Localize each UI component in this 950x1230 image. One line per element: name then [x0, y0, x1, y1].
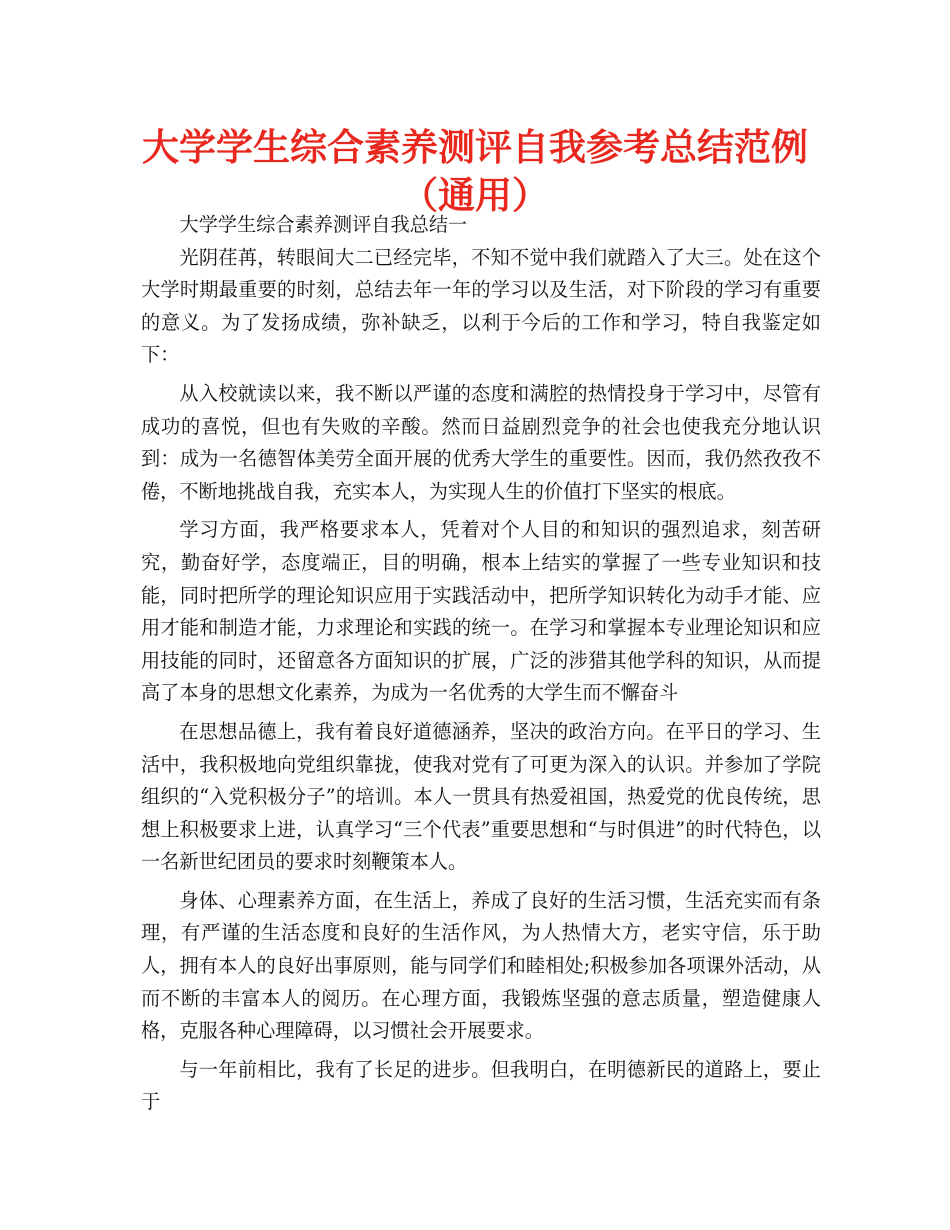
paragraph-4: 在思想品德上，我有着良好道德涵养，坚决的政治方向。在平日的学习、生活中，我积极地向党组织靠拢，使我对党有了可更为深入的认识。并参加了学院组织的“入党积极分子”的培训。本人一贯具有热爱祖国，热爱党的优良传统，思想上积极要求上进，认真学习“三个代表”重要思想和“与时俱进”的时代特色，以一名新世纪团员的要求时刻鞭策本人。 [141, 719, 821, 874]
document-title: 大学学生综合素养测评自我参考总结范例（通用） [142, 126, 808, 217]
paragraph-1: 光阴荏苒，转眼间大二已经完毕，不知不觉中我们就踏入了大三。处在这个大学时期最重要的时刻，总结去年一年的学习以及生活，对下阶段的学习有重要的意义。为了发扬成绩，弥补缺乏，以利于今后的工作和学习，特自我鉴定如下： [141, 245, 821, 367]
paragraph-5: 身体、心理素养方面，在生活上，养成了良好的生活习惯，生活充实而有条理，有严谨的生活态度和良好的生活作风，为人热情大方，老实守信，乐于助人，拥有本人的良好出事原则，能与同学们和睦相处;积极参加各项课外活动，从而不断的丰富本人的阅历。在心理方面，我锻炼坚强的意志质量，塑造健康人格，克服各种心理障碍，以习惯社会开展要求。 [141, 888, 821, 1043]
paragraph-6: 与一年前相比，我有了长足的进步。但我明白，在明德新民的道路上，要止于 [141, 1057, 821, 1114]
paragraph-3: 学习方面，我严格要求本人，凭着对个人目的和知识的强烈追求，刻苦研究，勤奋好学，态度端正，目的明确，根本上结实的掌握了一些专业知识和技能，同时把所学的理论知识应用于实践活动中，把所学知识转化为动手才能、应用才能和制造才能，力求理论和实践的统一。在学习和掌握本专业理论知识和应用技能的同时，还留意各方面知识的扩展，广泛的涉猎其他学科的知识，从而提高了本身的思想文化素养，为成为一名优秀的大学生而不懈奋斗 [141, 518, 821, 705]
document-body [141, 209, 821, 1119]
paragraph-2: 从入校就读以来，我不断以严谨的态度和满腔的热情投身于学习中，尽管有成功的喜悦，但也有失败的辛酸。然而日益剧烈竞争的社会也使我充分地认识到：成为一名德智体美劳全面开展的优秀大学生的重要性。因而，我仍然孜孜不倦，不断地挑战自我，充实本人，为实现人生的价值打下坚实的根底。 [141, 381, 821, 503]
section-heading: 大学学生综合素养测评自我总结一 [179, 213, 468, 236]
